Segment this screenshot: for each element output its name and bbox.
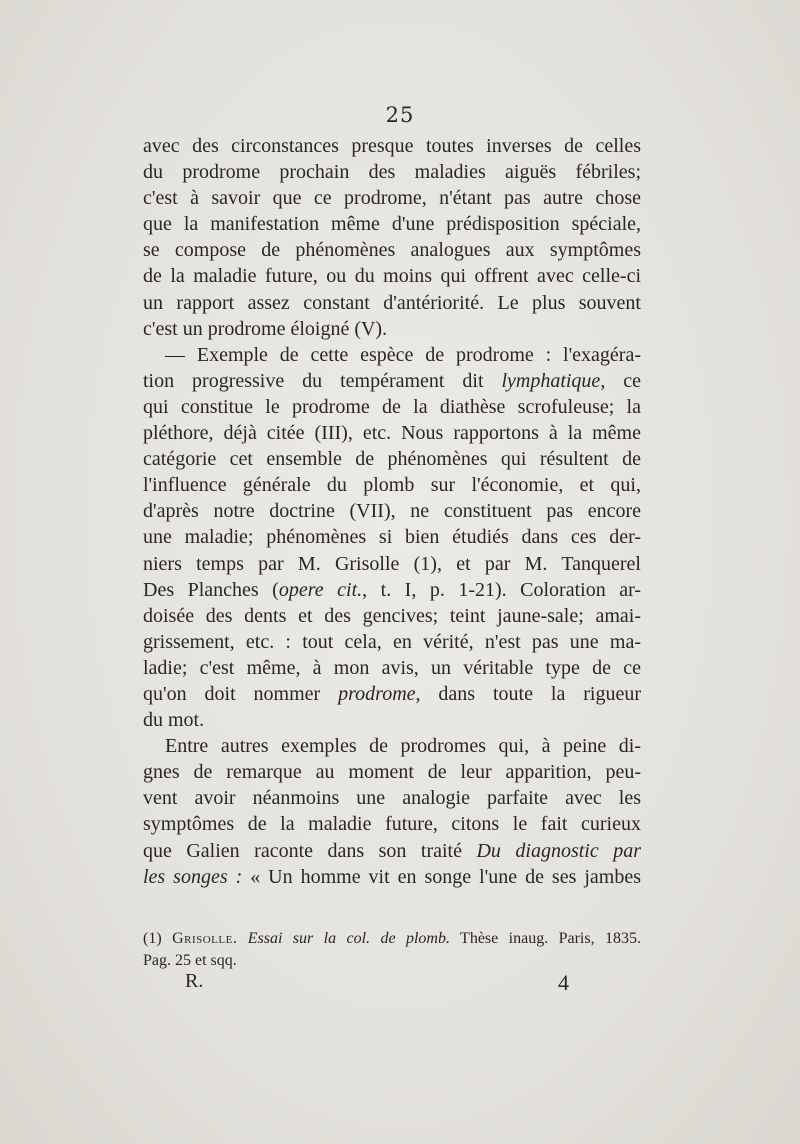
text-line: de la maladie future, ou du moins qui offrent avec celle-ci [143,265,641,288]
text-line: du prodrome prochain des maladies aiguës fébriles; [143,161,641,184]
text-line: que la manifestation même d'une prédisposition spéciale, [143,213,641,236]
signature-number: 4 [558,970,569,995]
text-segment: Des Planches ( [143,578,279,601]
text-line: qui constitue le prodrome de la diathèse scrofuleuse; la [143,395,641,418]
text-line: d'après notre doctrine (VII), ne constituent pas encore [143,500,641,523]
text-line: doisée des dents et des gencives; teint jaune-sale; amai- [143,604,641,627]
footnote-marker: (1) [143,930,173,947]
footnote-title: Essai sur la col. de plomb. [237,930,450,947]
signature-letter: R. [185,970,204,992]
text-line [143,864,641,890]
text-line: un rapport assez constant d'antériorité. Le plus souvent [143,291,641,314]
footnote-line: Pag. 25 et sqq. [143,952,237,969]
text-line: vent avoir néanmoins une analogie parfaite avec les [143,787,641,810]
body-text [143,133,641,890]
text-line: du mot. [143,709,205,732]
text-line: ladie; c'est même, à mon avis, un véritable type de ce [143,656,641,679]
text-line [143,681,641,707]
footnote-author: Grisolle. [172,930,238,947]
text-line: gnes de remarque au moment de leur apparition, peu- [143,761,641,784]
text-line: pléthore, déjà citée (III), etc. Nous rapportons à la même [143,422,641,445]
text-segment: , t. I, p. 1-21). Coloration ar- [362,578,641,601]
text-line [143,577,641,603]
footnote-line [143,928,641,950]
italic-title: Du diagnostic par [476,839,641,862]
italic-term: lymphatique [501,369,601,392]
text-line: — Exemple de cette espèce de prodrome : l'exagéra- [165,343,641,366]
text-line: catégorie cet ensemble de phénomènes qui résultent de [143,448,641,471]
text-line: c'est à savoir que ce prodrome, n'étant pas autre chose [143,187,641,210]
text-line: niers temps par M. Grisolle (1), et par M. Tanquerel [143,552,641,575]
text-line [143,838,641,864]
text-line: une maladie; phénomènes si bien étudiés dans ces der- [143,526,641,549]
text-segment: qu'on doit nommer [143,682,339,705]
italic-term: prodrome [338,682,416,705]
text-line [143,368,641,394]
text-segment: tion progressive du tempérament dit [143,369,502,392]
text-line: avec des circonstances presque toutes inverses de celles [143,135,641,157]
text-line: symptômes de la maladie future, citons le fait curieux [143,813,641,836]
text-segment: que Galien raconte dans son traité [143,839,477,862]
text-line: c'est un prodrome éloigné (V). [143,317,388,340]
text-line: Entre autres exemples de prodromes qui, à peine di- [165,735,641,758]
italic-title: les songes : [143,865,243,888]
text-line: l'influence générale du plomb sur l'économie, et qui, [143,474,641,497]
footnote [143,928,641,972]
italic-term: opere cit. [278,578,363,601]
text-segment: , dans toute la rigueur [415,682,641,705]
footnote-rest: Thèse inaug. Paris, 1835. [449,930,642,947]
text-segment: « Un homme vit en songe l'une de ses jambes [250,865,641,888]
text-line: grissement, etc. : tout cela, en vérité, n'est pas une ma- [143,630,641,653]
page-number: 25 [385,103,415,127]
text-line: se compose de phénomènes analogues aux symptômes [143,239,641,262]
text-segment: , ce [600,369,641,392]
